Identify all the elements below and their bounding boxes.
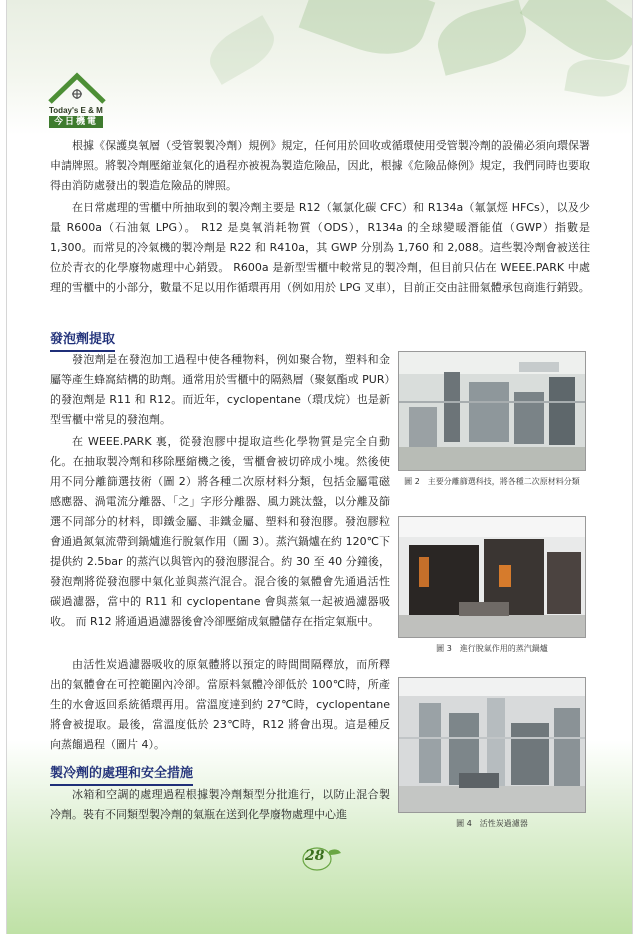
logo-subtitle: 今日機電: [49, 116, 103, 128]
intro-paragraph-1: 根據《保護臭氧層（受管製製冷劑）規例》規定，任何用於回收或循環使用受管製冷劑的設備必須向環保署申請牌照。將製冷劑壓縮並氣化的過程亦被視為製造危險品，因此，根據《危險品條例》規定，我們同時也要取得由消防處發出的製造危險品的牌照。: [50, 139, 590, 192]
section1-paragraph-2: 在 WEEE.PARK 裏，從發泡膠中提取這些化學物質是完全自動化。在抽取製冷劑和移除壓縮機之後，雪櫃會被切碎成小塊。然後使用不同分離篩選技術（圖 2）將各種二次原材料分類，包括金屬電磁感應器、渦電流分離器、「之」字形分離器、風力跳汰盤，以分離及篩選不同部分的材料，即鐵金屬、非鐵金屬、塑料和發泡膠。發泡膠粒會通過氮氣流帶到鍋爐進行脫氣作用（圖 3）。蒸汽鍋爐在約 120℃下提供約 2.5bar 的蒸汽以與管內的發泡膠混合。約 30 至 40 分鐘後，發泡劑將從發泡膠中氣化並與蒸汽混合。混合後的氣體會先通過活性碳過濾器，當中的 R11 和 cyclopentane 會與蒸氣一起被過濾器吸收。 而 R12 將通過過濾器後會冷卻壓縮成氣體儲存在指定氣瓶中。: [50, 435, 390, 628]
figure-3-caption: 圖 3 進行脫氣作用的蒸汽鍋爐: [436, 644, 548, 653]
page-number-badge: [299, 843, 343, 873]
intro-paragraph-2: 在日常處理的雪櫃中所抽取到的製冷劑主要是 R12（氟氯化碳 CFC）和 R134a（氟氯烴 HFCs），以及少量 R600a（石油氣 LPG）。 R12 是臭氧消耗物質（ODS），R134a 的全球變暖潛能值（GWP）指數是 1,300。而常見的冷氣機的製冷劑是 R22 和 R410a，其 GWP 分別為 1,760 和 2,088。這些製冷劑會被送往位於青衣的化學廢物處理中心銷毀。 R600a 是新型雪櫃中較常見的製冷劑，但目前只佔在 WEEE.PARK 中處理的雪櫃中的小部分，數量不足以用作循環再用（例如用於 LPG 叉車），目前正交由註冊氣體承包商進行銷毀。: [50, 201, 590, 294]
figure-4-caption: 圖 4 活性炭過濾器: [456, 819, 528, 828]
figure-3-photo: [398, 516, 586, 638]
section2-paragraph-1: 冰箱和空調的處理過程根據製冷劑類型分批進行，以防止混合製冷劑。裝有不同類型製冷劑的氣瓶在送到化學廢物處理中心進: [50, 788, 390, 821]
figure-2-photo: [398, 351, 586, 471]
section-heading-refrigerant-safety: 製冷劑的處理和安全措施: [50, 765, 193, 786]
figure-2-caption: 圖 2 主要分離篩選科技，將各種二次原材料分類: [404, 477, 580, 486]
page-number: 28: [305, 848, 325, 864]
figure-4-photo: [398, 677, 586, 813]
section1-paragraph-3: 由活性炭過濾器吸收的原氣體將以預定的時間間隔釋放，而所釋出的氣體會在可控範圍內冷卻。當原料氣體冷卻低於 100℃時，所產生的水會返回系統循環再用。當溫度達到約 27℃時，cyclopentane 將會被提取。最後，當溫度低於 23℃時，R12 將會出現。這是種反向蒸餾過程（圖片 4）。: [50, 658, 390, 751]
section1-paragraph-1: 發泡劑是在發泡加工過程中使各種物料，例如聚合物，塑料和金屬等產生蜂窩結構的助劑。通常用於雪櫃中的隔熱層（聚氨酯或 PUR）的發泡劑是 R11 和 R12。而近年，cyclopentane（環戊烷）也是新型雪櫃中常見的發泡劑。: [50, 353, 390, 426]
logo-title: Today's E & M: [49, 106, 103, 115]
section-heading-foaming-agent: 發泡劑提取: [50, 331, 115, 352]
